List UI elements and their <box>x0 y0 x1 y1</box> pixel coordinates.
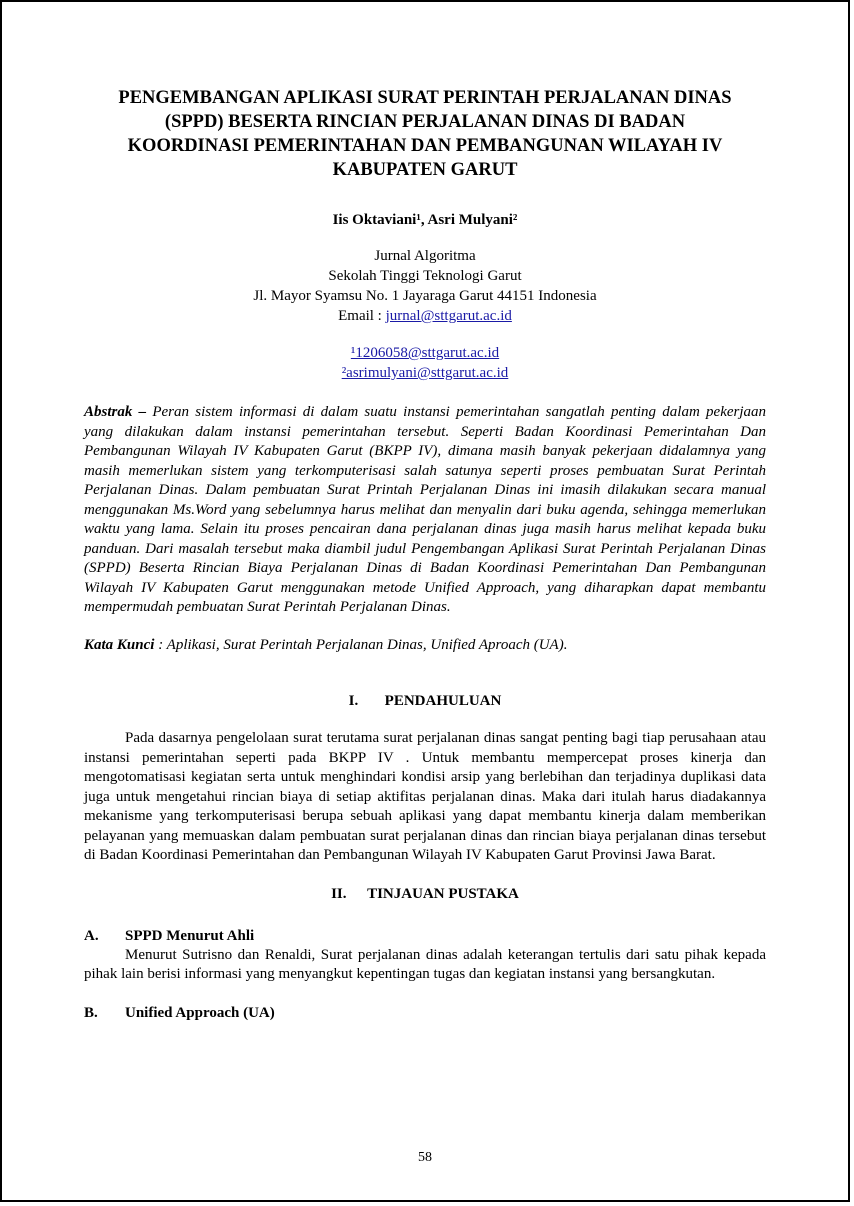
author2-email-link[interactable]: ²asrimulyani@sttgarut.ac.id <box>341 365 509 381</box>
abstract <box>84 403 766 618</box>
subsection-title: Unified Approach (UA) <box>125 1004 275 1021</box>
section-title: TINJAUAN PUSTAKA <box>367 885 519 902</box>
section-heading-literature-review <box>84 884 766 904</box>
title-line: PENGEMBANGAN APLIKASI SURAT PERINTAH PERJALANAN DINAS <box>118 88 732 108</box>
section-heading-introduction <box>84 691 766 711</box>
title-line: KABUPATEN GARUT <box>332 160 518 180</box>
title-line: KOORDINASI PEMERINTAHAN DAN PEMBANGUNAN WILAYAH IV <box>127 136 723 156</box>
institution-address: Jl. Mayor Syamsu No. 1 Jayaraga Garut 44151 Indonesia <box>253 288 597 304</box>
subsection-number: B. <box>84 1004 98 1021</box>
institution-name: Sekolah Tinggi Teknologi Garut <box>328 268 522 284</box>
title-line: (SPPD) BESERTA RINCIAN PERJALANAN DINAS DI BADAN <box>164 112 686 132</box>
section-number: I. <box>348 693 359 709</box>
journal-email-link[interactable]: jurnal@sttgarut.ac.id <box>385 308 512 324</box>
keywords <box>84 636 766 656</box>
email-label: Email : <box>338 308 386 324</box>
page-content <box>84 86 766 1023</box>
section-number: II. <box>331 885 347 902</box>
subsection-title: SPPD Menurut Ahli <box>125 927 255 944</box>
introduction-paragraph: Pada dasarnya pengelolaan surat terutama surat perjalanan dinas sangat penting bagi tiap perusahaan atau instansi pemerintahan seperti pada BKPP IV . Untuk membantu mempercepat proses kinerja dan mengotomatisasi kegiatan serta untuk menghindari kondisi arsip yang berlebihan dan terjadinya duplikasi data juga untuk mengetahui rincian biaya di setiap aktifitas perjalanan dinas. Maka dari itulah harus diadakannya mekanisme yang terkomputerisasi berupa sebuah aplikasi yang dapat membantu kinerja dalam memberikan pelayanan yang memuaskan dalam pembuatan surat perjalanan dinas dan rincian biaya perjalanan dinas tersebut di Badan Koordinasi Pemerintahan dan Pembangunan Wilayah IV Kabupaten Garut Provinsi Jawa Barat. <box>84 730 766 863</box>
journal-email-line <box>84 306 766 326</box>
author-emails <box>84 343 766 383</box>
subsection-heading-sppd <box>84 926 766 946</box>
abstract-separator: – <box>132 404 153 420</box>
subsection-number: A. <box>84 927 99 944</box>
keywords-label: Kata Kunci <box>84 636 155 653</box>
abstract-text: Peran sistem informasi di dalam suatu instansi pemerintahan sangatlah penting dalam pekerjaan yang dilakukan dalam instansi pemerintahan tersebut. Seperti Badan Koordinasi Pemerintahan Dan Pembangunan Wilayah IV Kabupaten Garut (BKPP IV), dimana masih banyak pekerjaan didalamnya yang masih memerlukan sistem yang terkomputerisasi salah satunya seperti proses pembuatan Surat Perintah Perjalanan Dinas. Dalam pembuatan Surat Printah Perjalanan Dinas ini imasih dilakukan secara manual menggunakan Ms.Word yang sebelumnya harus melihat dan menyalin dari buku agenda, sehingga memerlukan waktu yang lama. Selain itu proses pencairan dana perjalanan dinas juga masih harus melihat kepada buku panduan. Dari masalah tersebut maka diambil judul Pengembangan Aplikasi Surat Perintah Perjalanan Dinas (SPPD) Beserta Rincian Biaya Perjalanan Dinas di Badan Koordinasi Pemerintahan Dan Pembangunan Wilayah IV Kabupaten Garut menggunakan metode Unified Approach, yang diharapkan dapat membantu mempermudah pembuatan Surat Perintah Perjalanan Dinas. <box>84 404 767 615</box>
keywords-text: : Aplikasi, Surat Perintah Perjalanan Dinas, Unified Aproach (UA). <box>154 636 568 653</box>
author1-email-link[interactable]: ¹1206058@sttgarut.ac.id <box>350 345 500 361</box>
sppd-paragraph: Menurut Sutrisno dan Renaldi, Surat perjalanan dinas adalah keterangan tertulis dari satu pihak kepada pihak lain berisi informasi yang menyangkut kepentingan tugas dan kegiatan instansi yang bersangkutan. <box>84 946 766 982</box>
author-list: Iis Oktaviani¹, Asri Mulyani² <box>332 212 518 228</box>
journal-name: Jurnal Algoritma <box>374 248 476 264</box>
section-title: PENDAHULUAN <box>384 693 502 709</box>
paper-title <box>84 86 766 182</box>
page-number: 58 <box>418 1150 432 1165</box>
subsection-heading-unified-approach <box>84 1003 766 1023</box>
affiliation <box>84 246 766 326</box>
abstract-label: Abstrak <box>84 404 133 420</box>
